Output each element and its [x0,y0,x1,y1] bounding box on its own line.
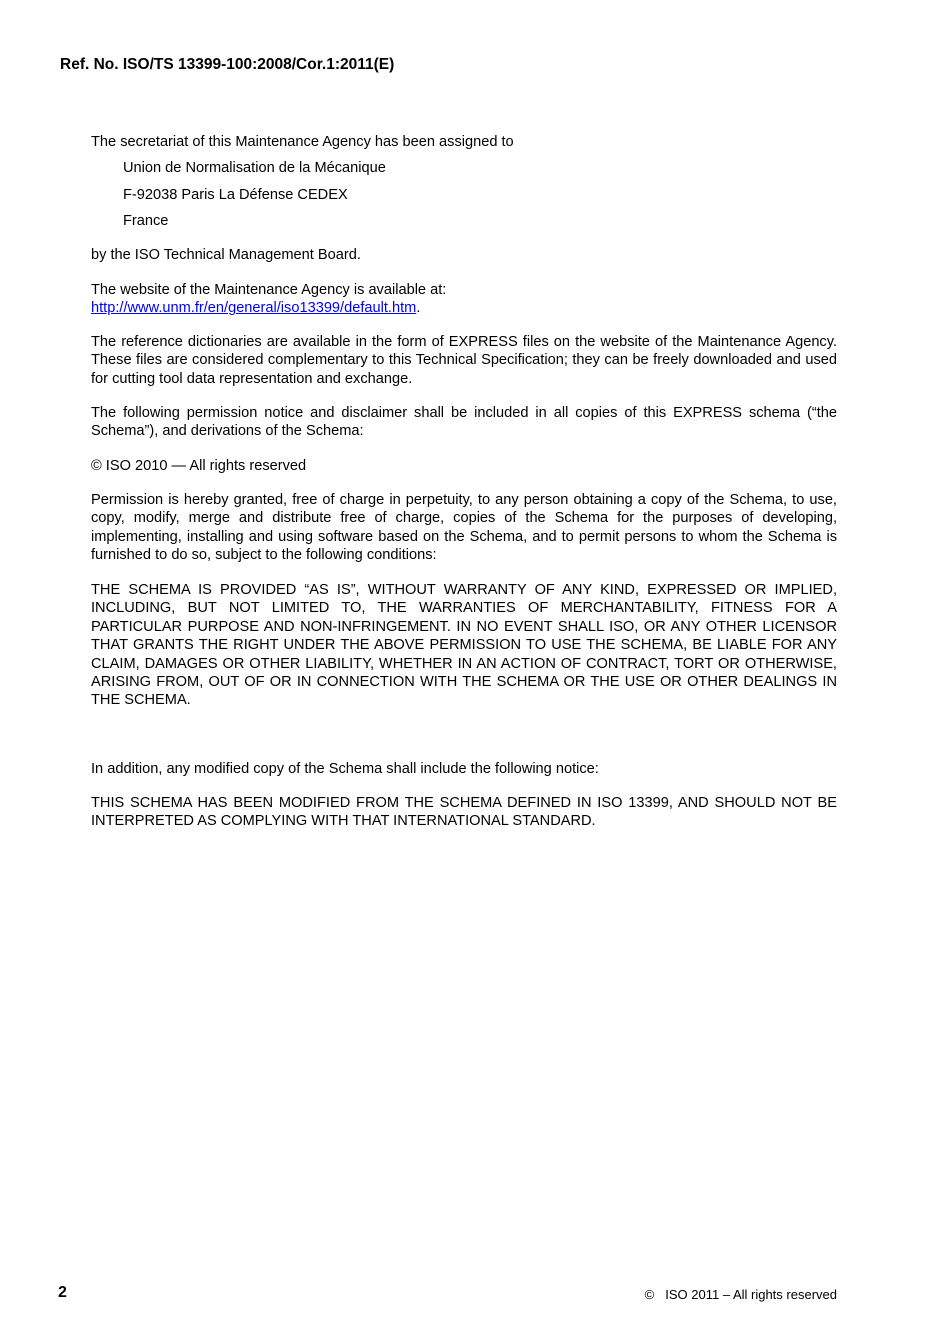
address-line-city: F-92038 Paris La Défense CEDEX [123,187,348,203]
secretariat-intro: The secretariat of this Maintenance Agency has been assigned to [91,134,514,150]
disclaimer-paragraph: THE SCHEMA IS PROVIDED “AS IS”, WITHOUT WARRANTY OF ANY KIND, EXPRESSED OR IMPLIED, INCLUDING, BUT NOT LIMITED TO, THE WARRANTIES OF MERCHANTABILITY, FITNESS FOR A PARTICULAR PURPOSE AND NON-INFRINGEMENT. IN NO EVENT SHALL ISO, OR ANY OTHER LICENSOR THAT GRANTS THE RIGHT UNDER THE ABOVE PERMISSION TO USE THE SCHEMA, BE LIABLE FOR ANY CLAIM, DAMAGES OR OTHER LIABILITY, WHETHER IN AN ACTION OF CONTRACT, TORT OR OTHERWISE, ARISING FROM, OUT OF OR IN CONNECTION WITH THE SCHEMA OR THE USE OR OTHER DEALINGS IN THE SCHEMA. [91,582,837,709]
website-trail: . [416,300,421,317]
modified-intro: In addition, any modified copy of the Schema shall include the following notice: [91,761,599,777]
document-reference: Ref. No. ISO/TS 13399-100:2008/Cor.1:2011(E) [60,56,395,73]
address-line-country: France [123,213,169,229]
address-line-organisation: Union de Normalisation de la Mécanique [123,160,386,176]
dictionaries-paragraph: The reference dictionaries are available in the form of EXPRESS files on the website of the Maintenance Agency. These files are considered complementary to this Technical Specification; they can be freely downloaded and used for cutting tool data representation and exchange. [91,334,837,387]
board-assignment: by the ISO Technical Management Board. [91,247,361,263]
modified-notice-paragraph: THIS SCHEMA HAS BEEN MODIFIED FROM THE SCHEMA DEFINED IN ISO 13399, AND SHOULD NOT BE INTERPRETED AS COMPLYING WITH THAT INTERNATIONAL STANDARD. [91,795,837,830]
permission-intro-paragraph: The following permission notice and disclaimer shall be included in all copies of this EXPRESS schema (“the Schema”), and derivations of the Schema: [91,405,837,440]
website-intro: The website of the Maintenance Agency is available at: [91,282,447,298]
maintenance-agency-link[interactable]: http://www.unm.fr/en/general/iso13399/default.htm [91,300,417,317]
website-paragraph [91,281,837,318]
page-number: 2 [58,1284,67,1301]
footer-copyright [645,1287,837,1302]
copyright-line: © ISO 2010 — All rights reserved [91,458,307,474]
permission-paragraph: Permission is hereby granted, free of charge in perpetuity, to any person obtaining a copy of the Schema, to use, copy, modify, merge and distribute free of charge, copies of the Schema for the purposes of developing, implementing, installing and using software based on the Schema, and to permit persons to whom the Schema is furnished to do so, subject to the following conditions: [91,492,837,564]
footer-copyright-text: ISO 2011 – All rights reserved [665,1287,837,1302]
copyright-symbol: © [644,1287,655,1302]
